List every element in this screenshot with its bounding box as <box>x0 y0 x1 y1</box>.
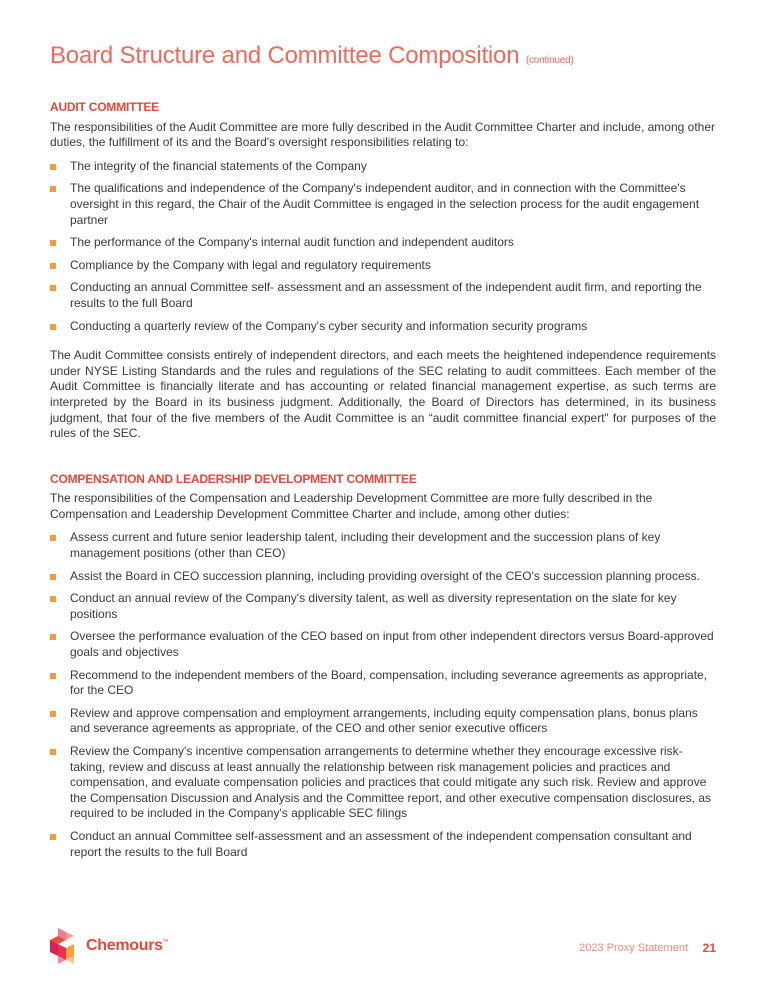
bullet-square-icon <box>50 634 56 640</box>
audit-bullets <box>50 159 716 334</box>
list-item-text: Conduct an annual Committee self-assessment and an assessment of the independent compensation consultant and report the results to the full Board <box>70 828 692 859</box>
page-title <box>50 42 574 70</box>
list-item <box>50 569 716 585</box>
bullet-square-icon <box>50 240 56 246</box>
list-item-text: The integrity of the financial statements of the Company <box>70 158 367 173</box>
chemours-logo-icon <box>50 928 82 964</box>
list-item-text: Compliance by the Company with legal and regulatory requirements <box>70 257 431 272</box>
list-item-text: Recommend to the independent members of the Board, compensation, including severance agreements as appropriate, for the CEO <box>70 667 708 698</box>
list-item-text: The performance of the Company's internal audit function and independent auditors <box>70 235 514 250</box>
list-item <box>50 591 716 622</box>
list-item <box>50 319 716 335</box>
list-item <box>50 668 716 699</box>
bullet-square-icon <box>50 574 56 580</box>
list-item-text: Conducting a quarterly review of the Company's cyber security and information security programs <box>70 318 588 333</box>
content <box>50 100 716 874</box>
page-number: 21 <box>702 941 716 955</box>
list-item <box>50 235 716 251</box>
title-text: Board Structure and Committee Composition <box>50 42 520 69</box>
list-item-text: Oversee the performance evaluation of the CEO based on input from other independent directors versus Board-approved goals and objectives <box>70 629 714 660</box>
list-item <box>50 159 716 175</box>
audit-intro: The responsibilities of the Audit Committee are more fully described in the Audit Committee Charter and include, among other duties, the fulfillment of its and the Board's oversight responsibilities relating to: <box>50 119 716 150</box>
compensation-bullets <box>50 530 716 860</box>
document-title: 2023 Proxy Statement <box>579 942 688 954</box>
list-item-text: Conduct an annual review of the Company's diversity talent, as well as diversity representation on the slate for key positions <box>70 591 677 621</box>
bullet-square-icon <box>50 673 56 679</box>
bullet-square-icon <box>50 711 56 717</box>
bullet-square-icon <box>50 749 56 755</box>
bullet-square-icon <box>50 164 56 170</box>
list-item-text: Assess current and future senior leadership talent, including their development and the succession plans of key management positions (other than CEO) <box>70 530 661 561</box>
audit-closing: The Audit Committee consists entirely of independent directors, and each meets the heightened independence requirements under NYSE Listing Standards and the rules and regulations of the SEC relating to audit committees. Each member of the Audit Committee is financially literate and has accounting or related financial management expertise, as such terms are interpreted by the Board in its business judgment. Additionally, the Board of Directors has determined, in its business judgment, that four of the five members of the Audit Committee is an “audit committee financial expert” for purposes of the rules of the SEC. <box>50 348 716 441</box>
audit-heading: AUDIT COMMITTEE <box>50 100 159 114</box>
bullet-square-icon <box>50 834 56 840</box>
logo-text <box>86 937 168 955</box>
logo-tm: ™ <box>162 939 169 946</box>
list-item <box>50 258 716 274</box>
title-suffix: (continued) <box>525 55 574 66</box>
list-item <box>50 280 716 311</box>
list-item-text: Assist the Board in CEO succession planning, including providing oversight of the CEO's succession planning process. <box>70 568 700 583</box>
list-item <box>50 530 716 561</box>
list-item <box>50 629 716 660</box>
bullet-square-icon <box>50 535 56 541</box>
list-item-text: Conducting an annual Committee self- assessment and an assessment of the independent audit firm, and reporting the results to the full Board <box>70 280 702 310</box>
logo-name: Chemours <box>86 937 163 954</box>
compensation-intro: The responsibilities of the Compensation and Leadership Development Committee are more fully described in the Compensation and Leadership Development Committee Charter and include, among other duties: <box>50 491 653 521</box>
footer <box>50 928 716 964</box>
list-item-text: Review and approve compensation and employment arrangements, including equity compensation plans, bonus plans and severance agreements as appropriate, of the CEO and other senior executive officers <box>70 705 698 736</box>
compensation-heading: COMPENSATION AND LEADERSHIP DEVELOPMENT COMMITTEE <box>50 471 417 486</box>
list-item <box>50 829 716 860</box>
bullet-square-icon <box>50 186 56 192</box>
bullet-square-icon <box>50 285 56 291</box>
bullet-square-icon <box>50 596 56 602</box>
list-item-text: The qualifications and independence of the Company's independent auditor, and in connection with the Committee's oversight in this regard, the Chair of the Audit Committee is engaged in the selection process for the audit engagement partner <box>70 181 700 227</box>
bullet-square-icon <box>50 324 56 330</box>
list-item <box>50 181 716 228</box>
list-item <box>50 706 716 737</box>
chemours-logo <box>50 928 168 964</box>
list-item-text: Review the Company's incentive compensation arrangements to determine whether they encourage excessive risk-taking, review and discuss at least annually the relationship between risk management policies and practices and compensation, and evaluate compensation policies and practices that could mitigate any such risk. Review and approve the Compensation Discussion and Analysis and the Committee report, and other executive compensation disclosures, as required to be included in the Company's applicable SEC filings <box>70 744 712 821</box>
list-item <box>50 744 716 822</box>
bullet-square-icon <box>50 263 56 269</box>
